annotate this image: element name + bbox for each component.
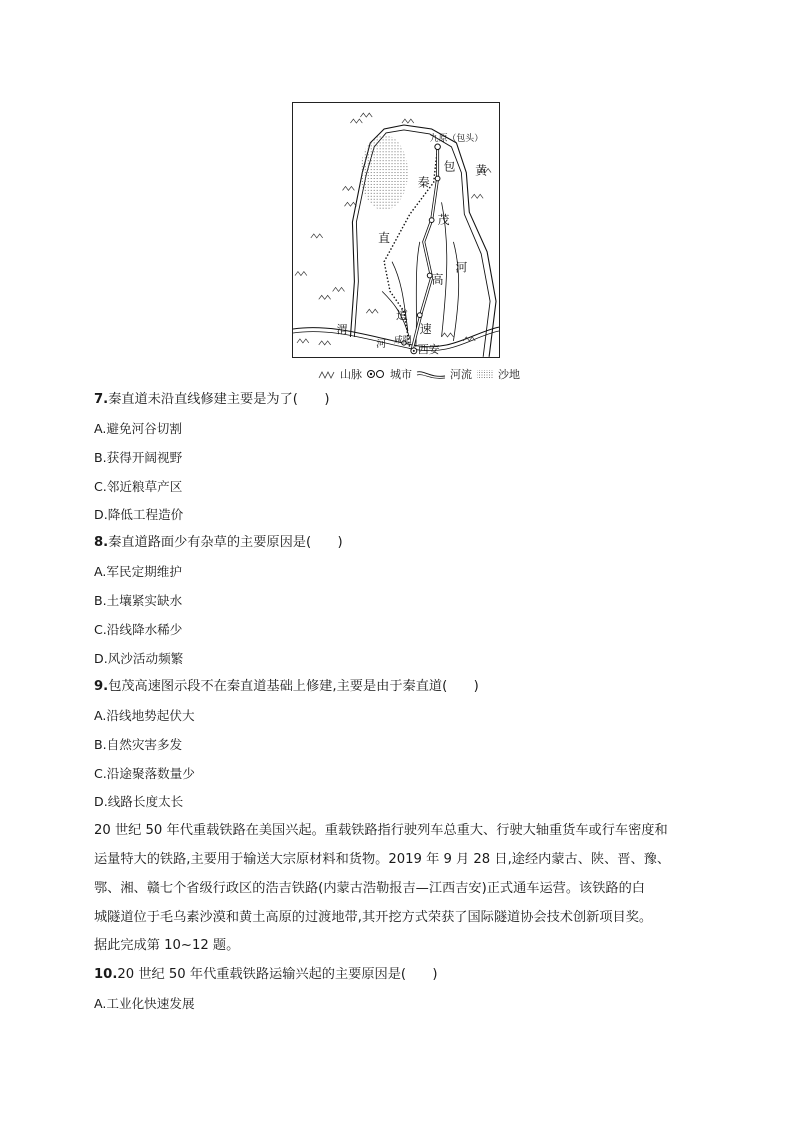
sand-icon: [476, 369, 494, 379]
passage-line: 鄂、湘、赣七个省级行政区的浩吉铁路(内蒙古浩勒报吉—江西吉安)正式通车运营。该铁路的白: [94, 881, 645, 896]
legend-river: 河流: [450, 368, 472, 381]
legend-mountain: 山脉: [340, 368, 362, 381]
city-su-point: [417, 313, 422, 318]
label-huang: 黄: [475, 163, 488, 178]
city-jiuyuan: [435, 144, 441, 150]
label-mao: 茂: [437, 213, 450, 228]
option: D.线路长度太长: [94, 794, 184, 809]
option: A.沿线地势起伏大: [94, 708, 195, 723]
question-10: [94, 966, 438, 984]
question-stem: 20 世纪 50 年代重载铁路运输兴起的主要原因是( ): [117, 967, 438, 982]
option: B.获得开阔视野: [94, 450, 183, 465]
map-figure: [292, 102, 500, 358]
option: A.避免河谷切割: [94, 421, 182, 436]
city-mao-point: [429, 218, 434, 223]
river-icon: [416, 368, 446, 380]
city-qin-point: [435, 176, 440, 181]
label-he2: 河: [376, 338, 387, 350]
passage-line: 城隧道位于毛乌素沙漠和黄土高原的过渡地带,其开挖方式荣获了国际隧道协会技术创新项目奖。: [94, 910, 653, 925]
question-number: 9.: [94, 679, 109, 694]
option: D.降低工程造价: [94, 507, 184, 522]
question-number: 10.: [94, 967, 118, 982]
question-8: [94, 534, 343, 552]
passage-line: 20 世纪 50 年代重载铁路在美国兴起。重载铁路指行驶列车总重大、行驶大轴重货车或行车密度和: [94, 823, 668, 838]
option: C.邻近粮草产区: [94, 479, 183, 494]
label-he-river: 河: [455, 260, 468, 275]
map-svg: [293, 103, 499, 357]
passage-line: 运量特大的铁路,主要用于输送大宗原材料和货物。2019 年 9 月 28 日,途经内蒙古、陕、晋、豫、: [94, 852, 671, 867]
label-su: 速: [419, 322, 432, 336]
option: B.自然灾害多发: [94, 737, 183, 752]
label-bao: 包: [443, 159, 456, 174]
label-qin: 秦: [417, 175, 430, 190]
label-gao: 高: [431, 272, 444, 287]
city-icon: [366, 369, 386, 379]
label-wei: 渭: [336, 323, 348, 336]
question-9: [94, 678, 479, 696]
legend-sand: 沙地: [498, 368, 520, 381]
question-number: 7.: [94, 392, 109, 407]
question-7: [94, 391, 329, 409]
option: D.风沙活动频繁: [94, 651, 184, 666]
sand-area: [360, 135, 408, 210]
label-xianyang: 咸阳: [394, 335, 412, 346]
label-jiuyuan: 九原（包头）: [429, 133, 484, 144]
option: C.沿途聚落数量少: [94, 766, 195, 781]
option: C.沿线降水稀少: [94, 622, 183, 637]
question-stem: 秦直道未沿直线修建主要是为了( ): [108, 392, 330, 407]
label-xian: 西安: [417, 342, 440, 356]
question-number: 8.: [94, 535, 109, 550]
label-dao: 道: [396, 308, 408, 323]
mountain-icon: [318, 369, 336, 379]
legend-city: 城市: [390, 368, 412, 381]
option: B.土壤紧实缺水: [94, 593, 183, 608]
option: A.工业化快速发展: [94, 996, 195, 1011]
question-stem: 包茂高速图示段不在秦直道基础上修建,主要是由于秦直道( ): [108, 679, 479, 694]
question-stem: 秦直道路面少有杂草的主要原因是( ): [108, 535, 343, 550]
label-zhi: 直: [378, 230, 391, 245]
map-legend: [318, 366, 520, 382]
option: A.军民定期维护: [94, 564, 182, 579]
passage-line: 据此完成第 10~12 题。: [94, 938, 240, 953]
